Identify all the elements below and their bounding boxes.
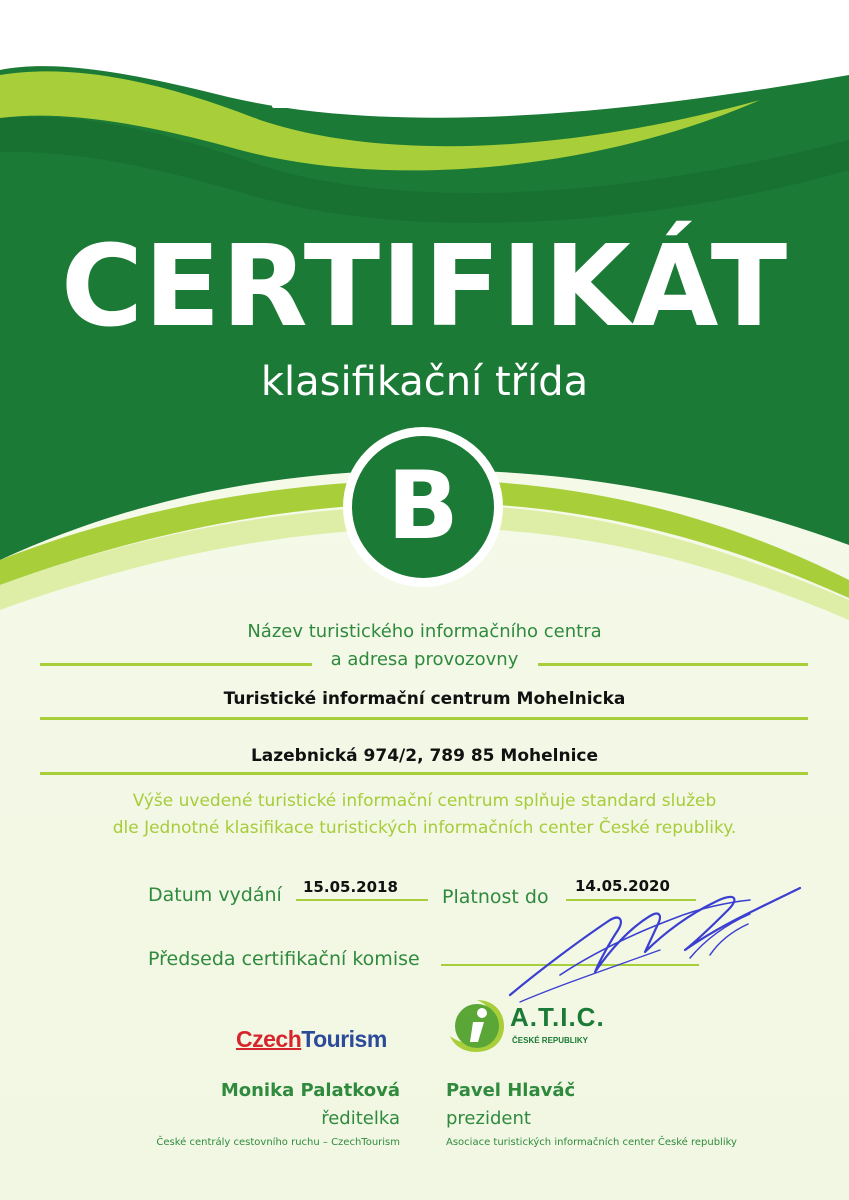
certificate-subtitle: klasifikační třída	[260, 359, 589, 405]
atic-i-icon	[446, 996, 508, 1056]
signatory-2-role: prezident	[446, 1108, 531, 1129]
signatory-1-role: ředitelka	[321, 1108, 400, 1129]
signatory-1-name: Monika Palatková	[220, 1080, 400, 1101]
issued-value: 15.05.2018	[303, 878, 398, 896]
atic-logo-subtext: ČESKÉ REPUBLIKY	[512, 1036, 589, 1045]
address-underline	[40, 772, 808, 775]
czechtourism-logo	[236, 1026, 387, 1053]
statement-line-2: dle Jednotné klasifikace turistických informačních center České republiky.	[112, 818, 737, 838]
name-underline	[40, 717, 808, 720]
signature-graphic	[500, 880, 810, 1010]
czechtourism-logo-part-2: Tourism	[301, 1026, 387, 1052]
valid-value: 14.05.2020	[575, 877, 670, 895]
name-label-line-1: Název turistického informačního centra	[247, 621, 602, 642]
signatory-1-org: České centrály cestovního ruchu – CzechTourism	[156, 1137, 400, 1148]
issued-underline	[296, 899, 428, 901]
czechtourism-logo-part-1: Czech	[236, 1026, 302, 1052]
grade-badge	[343, 427, 503, 587]
chair-label: Předseda certifikační komise	[148, 948, 420, 970]
logo-line-1: Jednotná klasifikace	[332, 36, 522, 58]
info-i-icon	[270, 28, 322, 110]
logo-line-3: center České republiky	[332, 90, 550, 112]
classification-logo-text	[332, 34, 571, 115]
center-name: Turistické informační centrum Mohelnicka	[223, 689, 626, 709]
jk-logo	[270, 28, 322, 110]
certificate-title: CERTIFIKÁT	[60, 222, 789, 352]
signatory-2-name: Pavel Hlaváč	[446, 1080, 576, 1101]
logo-line-2: turistických informačních	[332, 63, 572, 85]
signatory-2-org: Asociace turistických informačních center České republiky	[446, 1137, 737, 1148]
center-address: Lazebnická 974/2, 789 85 Mohelnice	[250, 746, 599, 766]
atic-logo-text: A.T.I.C.	[510, 1002, 605, 1032]
divider-right	[538, 663, 808, 666]
atic-logo	[446, 996, 606, 1060]
valid-label: Platnost do	[442, 886, 549, 908]
issued-label: Datum vydání	[148, 884, 282, 906]
statement-line-1: Výše uvedené turistické informační centrum splňuje standard služeb	[132, 791, 717, 811]
grade-letter: B	[387, 452, 459, 561]
name-label-line-2: a adresa provozovny	[330, 649, 519, 670]
